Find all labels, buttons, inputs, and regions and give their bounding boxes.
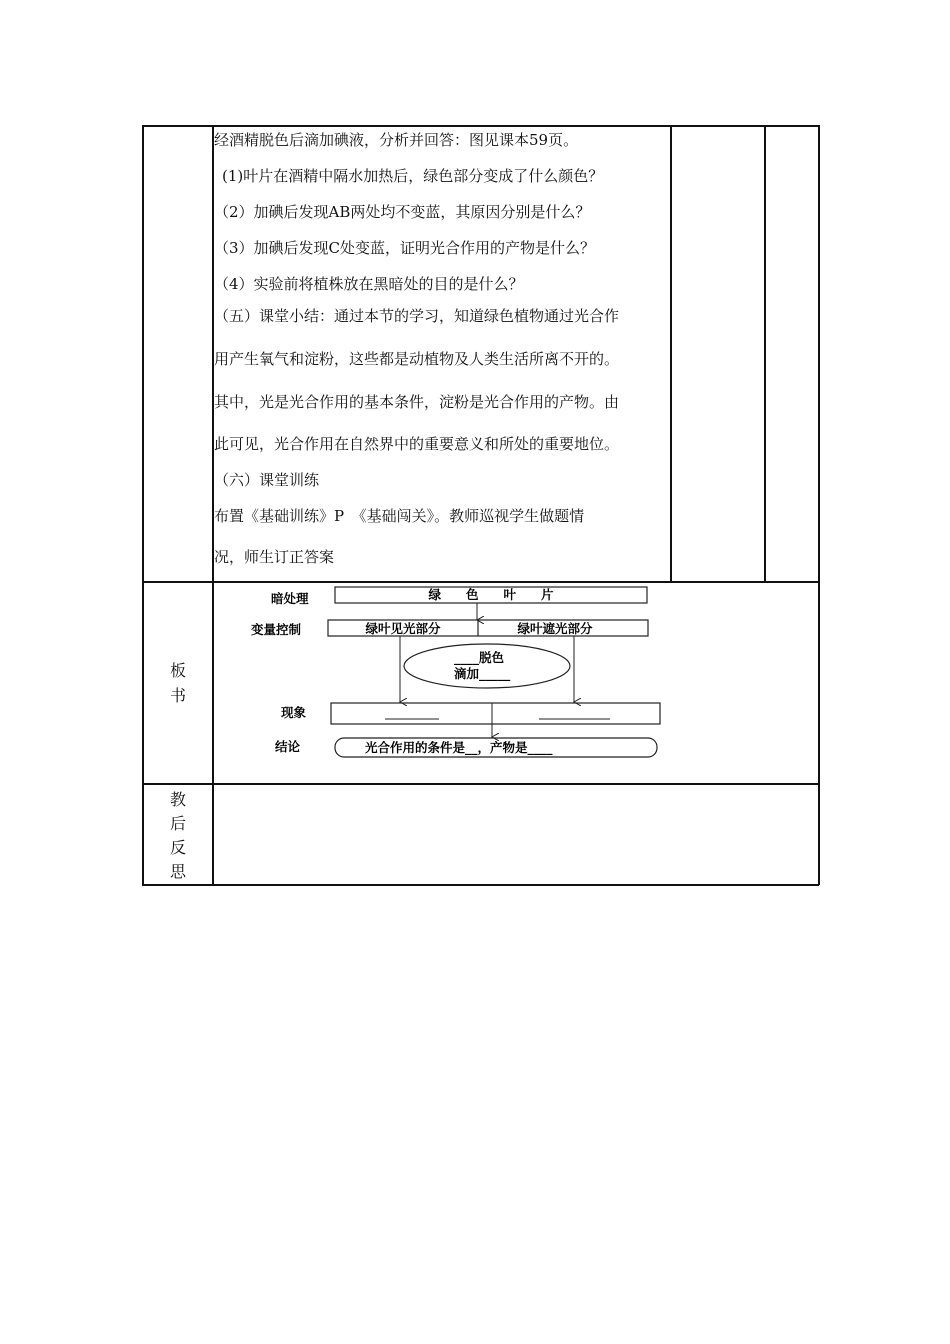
content-line: 况，师生订正答案: [214, 548, 335, 566]
phenomenon-label: 现象: [281, 705, 307, 720]
decolor-text: ____脱色: [454, 650, 505, 665]
conclusion-label: 结论: [275, 739, 301, 754]
lit-part-text: 绿叶见光部分: [365, 621, 441, 636]
content-line: 经酒精脱色后滴加碘液，分析并回答：图见课本59页。: [214, 131, 579, 149]
table-border-bottom: [142, 884, 819, 886]
drop-text: 滴加_____: [454, 666, 511, 681]
table-row-divider-2: [142, 783, 819, 785]
table-border-top: [142, 125, 819, 127]
content-line: （2）加碘后发现AB两处均不变蓝，其原因分别是什么？: [214, 203, 591, 221]
conclusion-text: 光合作用的条件是__，产物是____: [365, 740, 553, 755]
content-line: 其中，光是光合作用的基本条件，淀粉是光合作用的产物。由: [214, 393, 620, 411]
reflection-label-char: 反: [169, 838, 186, 857]
board-diagram: [213, 582, 818, 783]
shaded-part-text: 绿叶遮光部分: [517, 621, 593, 636]
reflection-label-char: 思: [169, 862, 186, 881]
board-label-char: 书: [169, 686, 186, 705]
table-border-left: [142, 125, 144, 885]
reflection-label-char: 后: [169, 814, 186, 833]
board-label-char: 板: [169, 661, 186, 680]
leaf-box-text: 绿 色 叶 片: [428, 587, 554, 602]
variable-control-label: 变量控制: [251, 622, 302, 637]
content-line: 布置《基础训练》P 《基础闯关》。教师巡视学生做题情: [214, 507, 585, 525]
content-line: (1)叶片在酒精中隔水加热后，绿色部分变成了什么颜色？: [222, 167, 604, 185]
table-col-divider-2: [670, 125, 672, 582]
content-line: （4）实验前将植株放在黑暗处的目的是什么？: [214, 275, 524, 293]
phenomenon-box: [331, 703, 660, 724]
content-line: （3）加碘后发现C处变蓝，证明光合作用的产物是什么？: [214, 239, 596, 257]
content-line: 此可见，光合作用在自然界中的重要意义和所处的重要地位。: [214, 435, 620, 453]
content-line: （六）课堂训练: [214, 471, 320, 489]
dark-treatment-label: 暗处理: [271, 591, 309, 606]
content-line: （五）课堂小结：通过本节的学习，知道绿色植物通过光合作: [214, 307, 620, 325]
table-border-right: [818, 125, 820, 885]
table-col-divider-3: [764, 125, 766, 582]
content-line: 用产生氧气和淀粉，这些都是动植物及人类生活所离不开的。: [214, 350, 620, 368]
reflection-label-char: 教: [169, 790, 186, 809]
